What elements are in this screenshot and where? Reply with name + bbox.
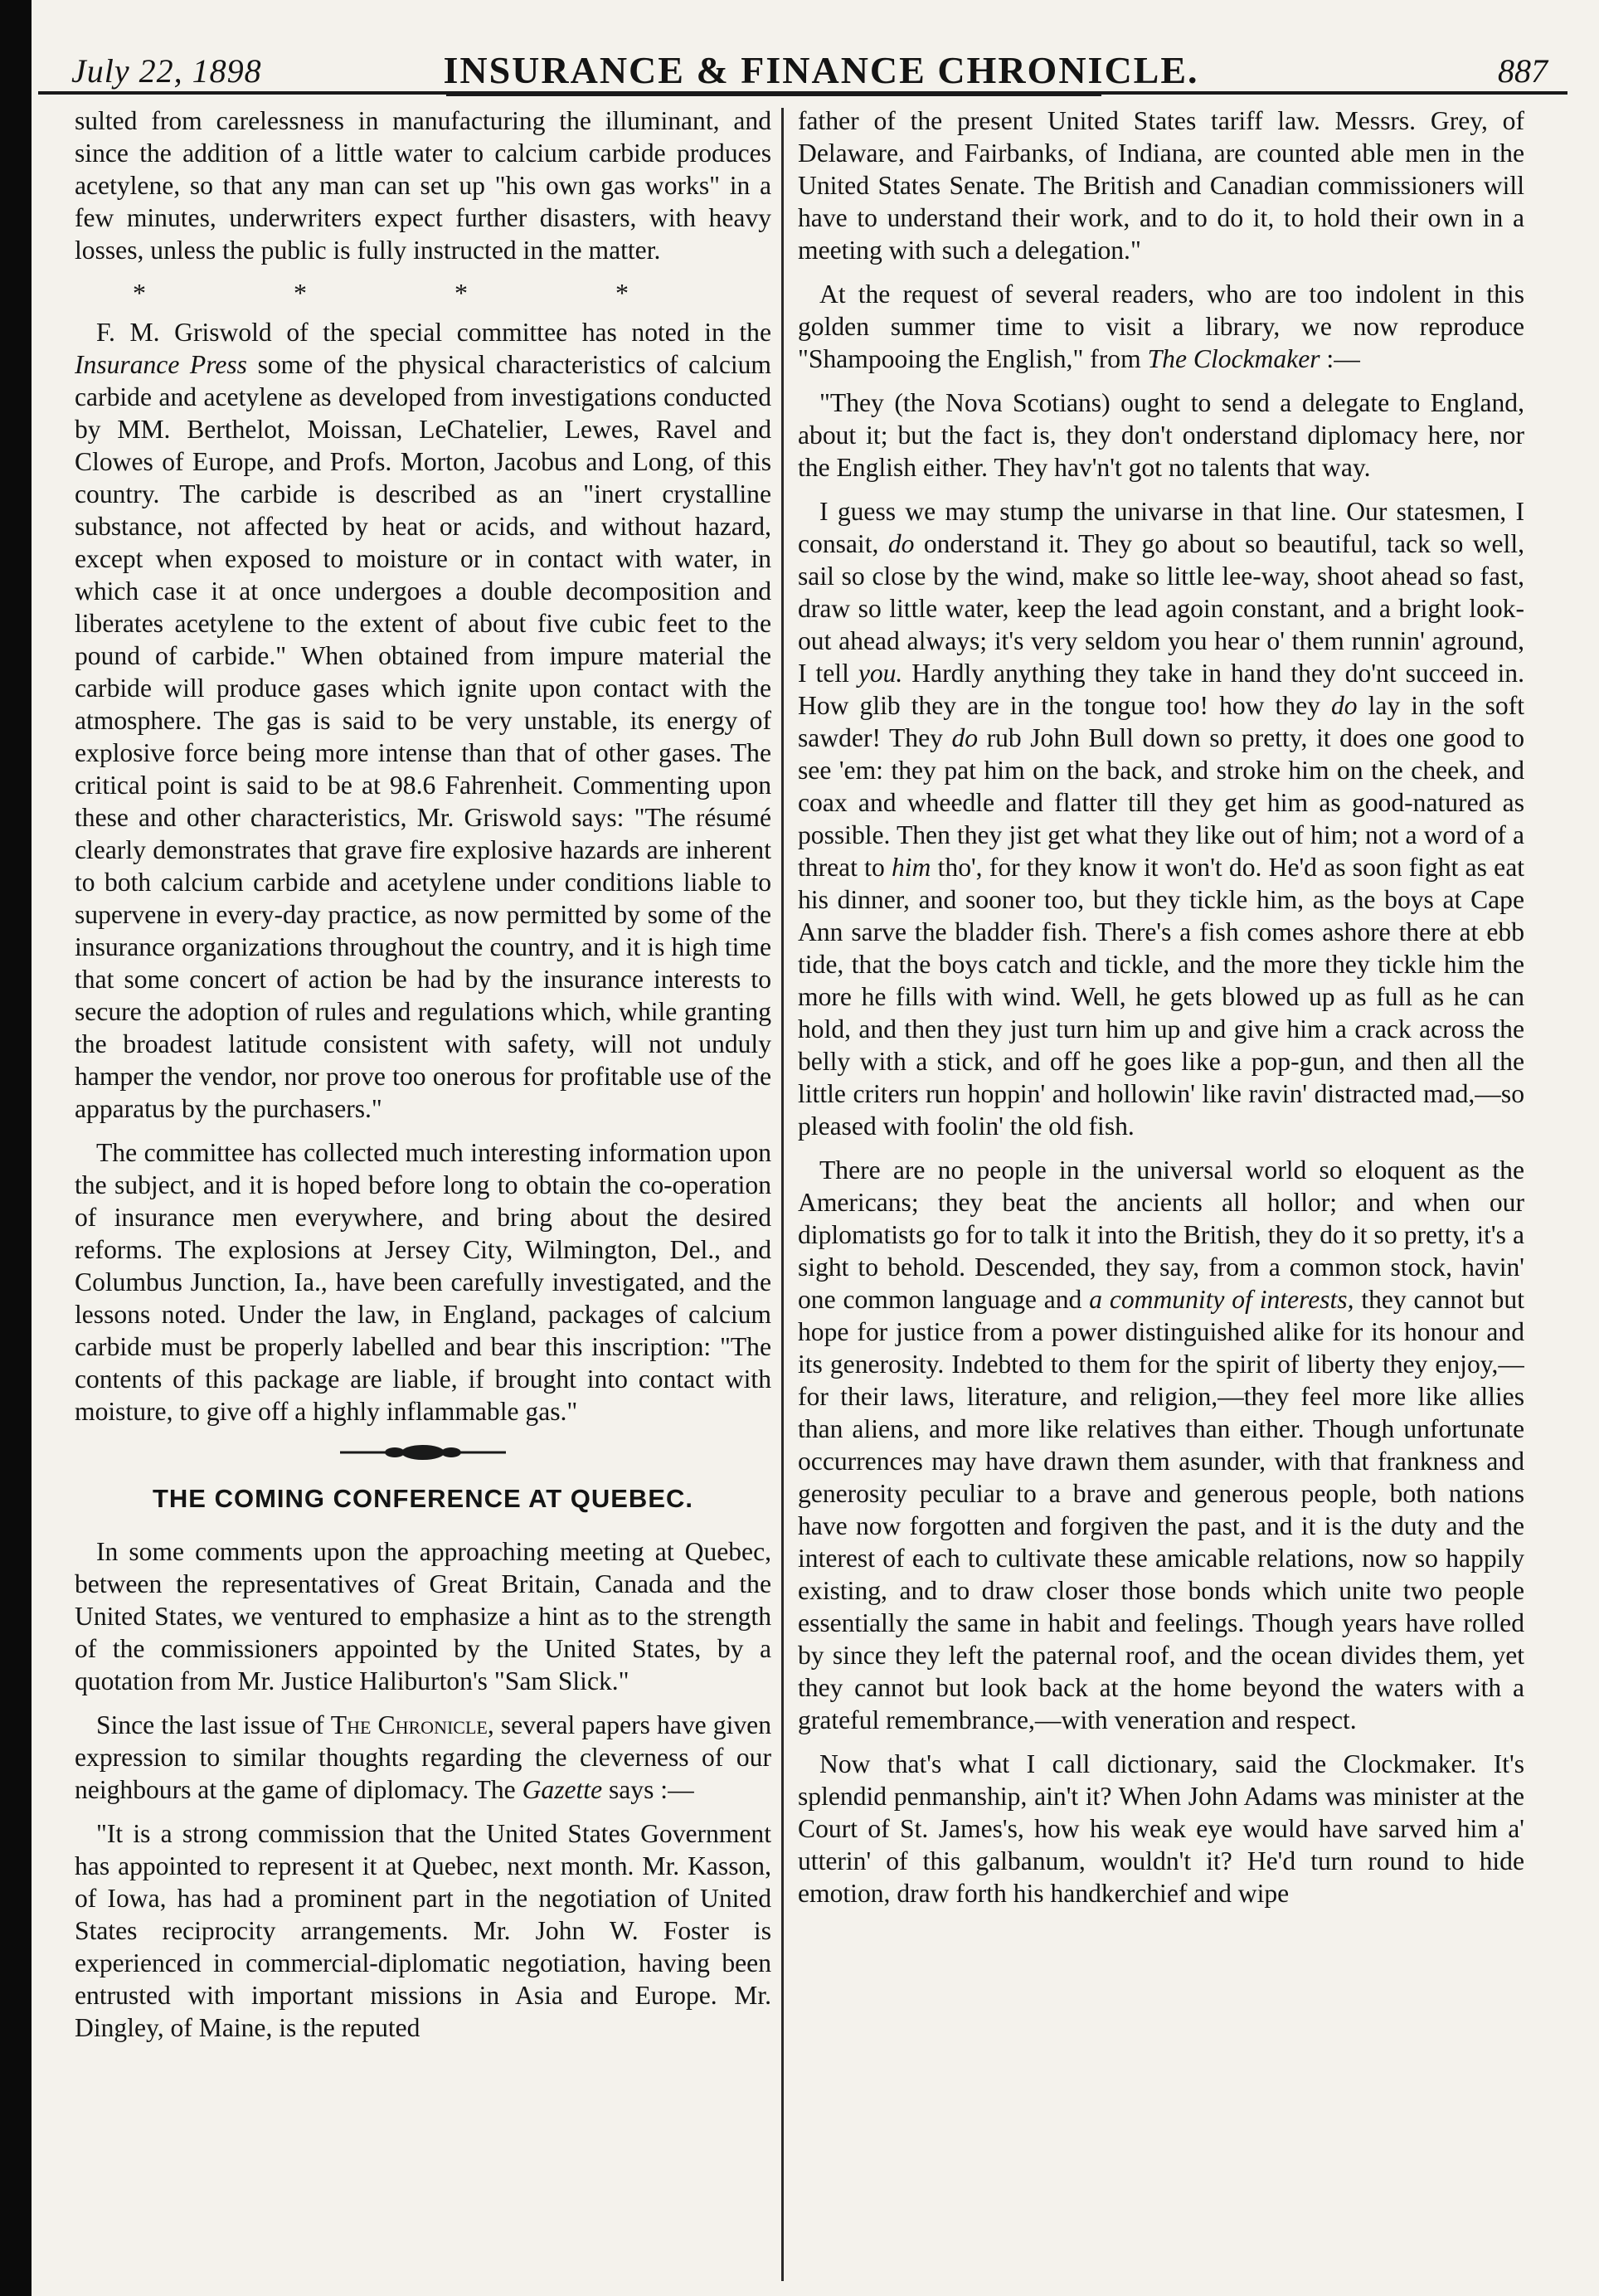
right-paragraph-1: father of the present United States tariff law. Messrs. Grey, of Delaware, and Fairbanks, of Indiana, are counted able men in the United States Senate. The British and Canadian commissioners will have to understand their work, and to do it, to hold their own in a meeting with such a delegation." xyxy=(798,106,1524,265)
left-paragraph-5: Since the last issue of The Chronicle, several papers have given expression to similar thoughts regarding the cleverness of our neighbours at the game of diplomacy. The Gazette says :— xyxy=(75,1710,771,1804)
publication-title: INSURANCE & FINANCE CHRONICLE. xyxy=(443,49,1199,91)
page-number: 887 xyxy=(1498,52,1548,90)
right-column xyxy=(798,105,1524,2286)
left-paragraph-3: The committee has collected much interesting information upon the subject, and it is hoped before long to obtain the co-operation of insurance men everywhere, and bring about the desired reforms. The explosions at Jersey City, Wilmington, Del., and Columbus Junction, Ia., have been carefully investigated, and the lessons noted. Under the law, in England, packages of calcium carbide must be properly labelled and bear this inscription: "The contents of this package are liable, if brought into contact with moisture, to give off a highly inflammable gas." xyxy=(75,1138,771,1426)
article-columns xyxy=(75,105,1567,2286)
header-rule-secondary xyxy=(446,95,1101,96)
ornament-divider xyxy=(75,1441,771,1467)
left-paragraph-2: F. M. Griswold of the special committee has noted in the Insurance Press some of the physical characteristics of calcium carbide and acetylene as developed from investigations conducted by MM. Berthelot, Moissan, LeChatelier, Lewes, Ravel and Clowes of Europe, and Profs. Morton, Jacobus and Long, of this country. The carbide is described as an "inert crystalline substance, not affected by heat or acids, and without hazard, except when exposed to moisture or in contact with water, in which case it at once undergoes a double decomposition and liberates acetylene to the extent of about five cubic feet to the pound of carbide." When obtained from impure material the carbide will produce gases which ignite upon contact with the atmosphere. The gas is said to be very unstable, its energy of explosive force being more intense than that of other gases. The critical point is said to be at 98.6 Fahrenheit. Commenting upon these and other characteristics, Mr. Griswold says: "The résumé clearly demonstrates that grave fire explosive hazards are inherent to both calcium carbide and acetylene under conditions liable to supervene in every-day practice, as now permitted by some of the insurance organizations throughout the country, and it is high time that some concert of action be had by the insurance interests to secure the adoption of rules and regulations which, while granting the broadest latitude consistent with safety, will not unduly hamper the vendor, nor prove too onerous for profitable use of the apparatus by the purchasers." xyxy=(75,318,771,1123)
left-column xyxy=(75,105,771,2286)
newspaper-page xyxy=(32,0,1599,2296)
section-divider-stars: * * * * xyxy=(133,278,629,308)
ornament-icon xyxy=(332,1441,514,1464)
right-paragraph-3: "They (the Nova Scotians) ought to send a delegate to England, about it; but the fact is, they don't onderstand diplomacy here, nor the English either. They hav'n't got no talents that way. xyxy=(798,388,1524,482)
section-heading: THE COMING CONFERENCE AT QUEBEC. xyxy=(152,1484,693,1513)
left-paragraph-6: "It is a strong commission that the United States Government has appointed to represent it at Quebec, next month. Mr. Kasson, of Iowa, has had a prominent part in the negotiation of United States reciprocity arrangements. Mr. John W. Foster is experienced in commercial-diplomatic negotiation, having been entrusted with important missions in Asia and Europe. Mr. Dingley, of Maine, is the reputed xyxy=(75,1819,771,2042)
left-paragraph-1: sulted from carelessness in manufacturing the illuminant, and since the addition of a little water to calcium carbide produces acetylene, so that any man can set up "his own gas works" in a few minutes, underwriters expect further disasters, with heavy losses, unless the public is fully instructed in the matter. xyxy=(75,106,771,265)
right-paragraph-6: Now that's what I call dictionary, said the Clockmaker. It's splendid penmanship, ain't it? When John Adams was minister at the Court of St. James's, how his weak eye would have sarved him a' utterin' of this galbanum, wouldn't it? He'd turn round to hide emotion, draw forth his handkerchief and wipe xyxy=(798,1749,1524,1908)
column-rule xyxy=(781,108,784,2281)
issue-date: July 22, 1898 xyxy=(71,52,262,90)
right-paragraph-2: At the request of several readers, who are too indolent in this golden summer time to visit a library, we now reproduce "Shampooing the English," from The Clockmaker :— xyxy=(798,280,1524,373)
left-paragraph-4: In some comments upon the approaching meeting at Quebec, between the representatives of Great Britain, Canada and the United States, we ventured to emphasize a hint as to the strength of the commissioners appointed by the United States, by a quotation from Mr. Justice Haliburton's "Sam Slick." xyxy=(75,1537,771,1695)
right-paragraph-5: There are no people in the universal world so eloquent as the Americans; they beat the ancients all hollor; and when our diplomatists go for to talk it into the British, they do it so pretty, it's a sight to behold. Descended, they say, from a common stock, havin' one common language and a community of interests, they cannot but hope for justice from a power distinguished alike for its honour and its generosity. Indebted to them for the spirit of liberty they enjoy,—for their laws, literature, and religion,—they feel more like allies than aliens, and more like relatives than either. Though unfortunate occurrences may have drawn them asunder, with that frankness and generosity peculiar to a brave and generous people, both nations have now forgotten and forgiven the past, and it is the duty and the interest of each to cultivate these amicable relations, now so happily existing, and to draw closer those bonds which unite two people essentially the same in habit and feelings. Though years have rolled by since they left the paternal roof, and the ocean divides them, yet they cannot but look back at the home beyond the waters with a grateful remembrance,—with veneration and respect. xyxy=(798,1155,1524,1734)
right-paragraph-4: I guess we may stump the univarse in that line. Our statesmen, I consait, do onderstand it. They go about so beautiful, tack so well, sail so close by the wind, make so little lee-way, shoot ahead so fast, draw so little water, keep the lead agoin constant, and a bright look-out ahead always; it's very seldom you hear o' them runnin' aground, I tell you. Hardly anything they take in hand they do'nt succeed in. How glib they are in the tongue too! how they do lay in the soft sawder! They do rub John Bull down so pretty, it does one good to see 'em: they pat him on the back, and stroke him on the cheek, and coax and wheedle and flatter till they get him as good-natured as possible. Then they jist get what they like out of him; not a word of a threat to him tho', for they know it won't do. He'd as soon fight as eat his dinner, and sooner too, but they tickle him, as the boys at Cape Ann sarve the bladder fish. There's a fish comes ashore there at ebb tide, that the boys catch and tickle, and the more they tickle him the more he fills with wind. Well, he gets blowed up as full as he can hold, and then they just turn him up and give him a crack across the belly with a stick, and off he goes like a pop-gun, and then all the little criters run hoppin' and hollowin' like ravin' distracted mad,—so pleased with foolin' the old fish. xyxy=(798,497,1524,1141)
